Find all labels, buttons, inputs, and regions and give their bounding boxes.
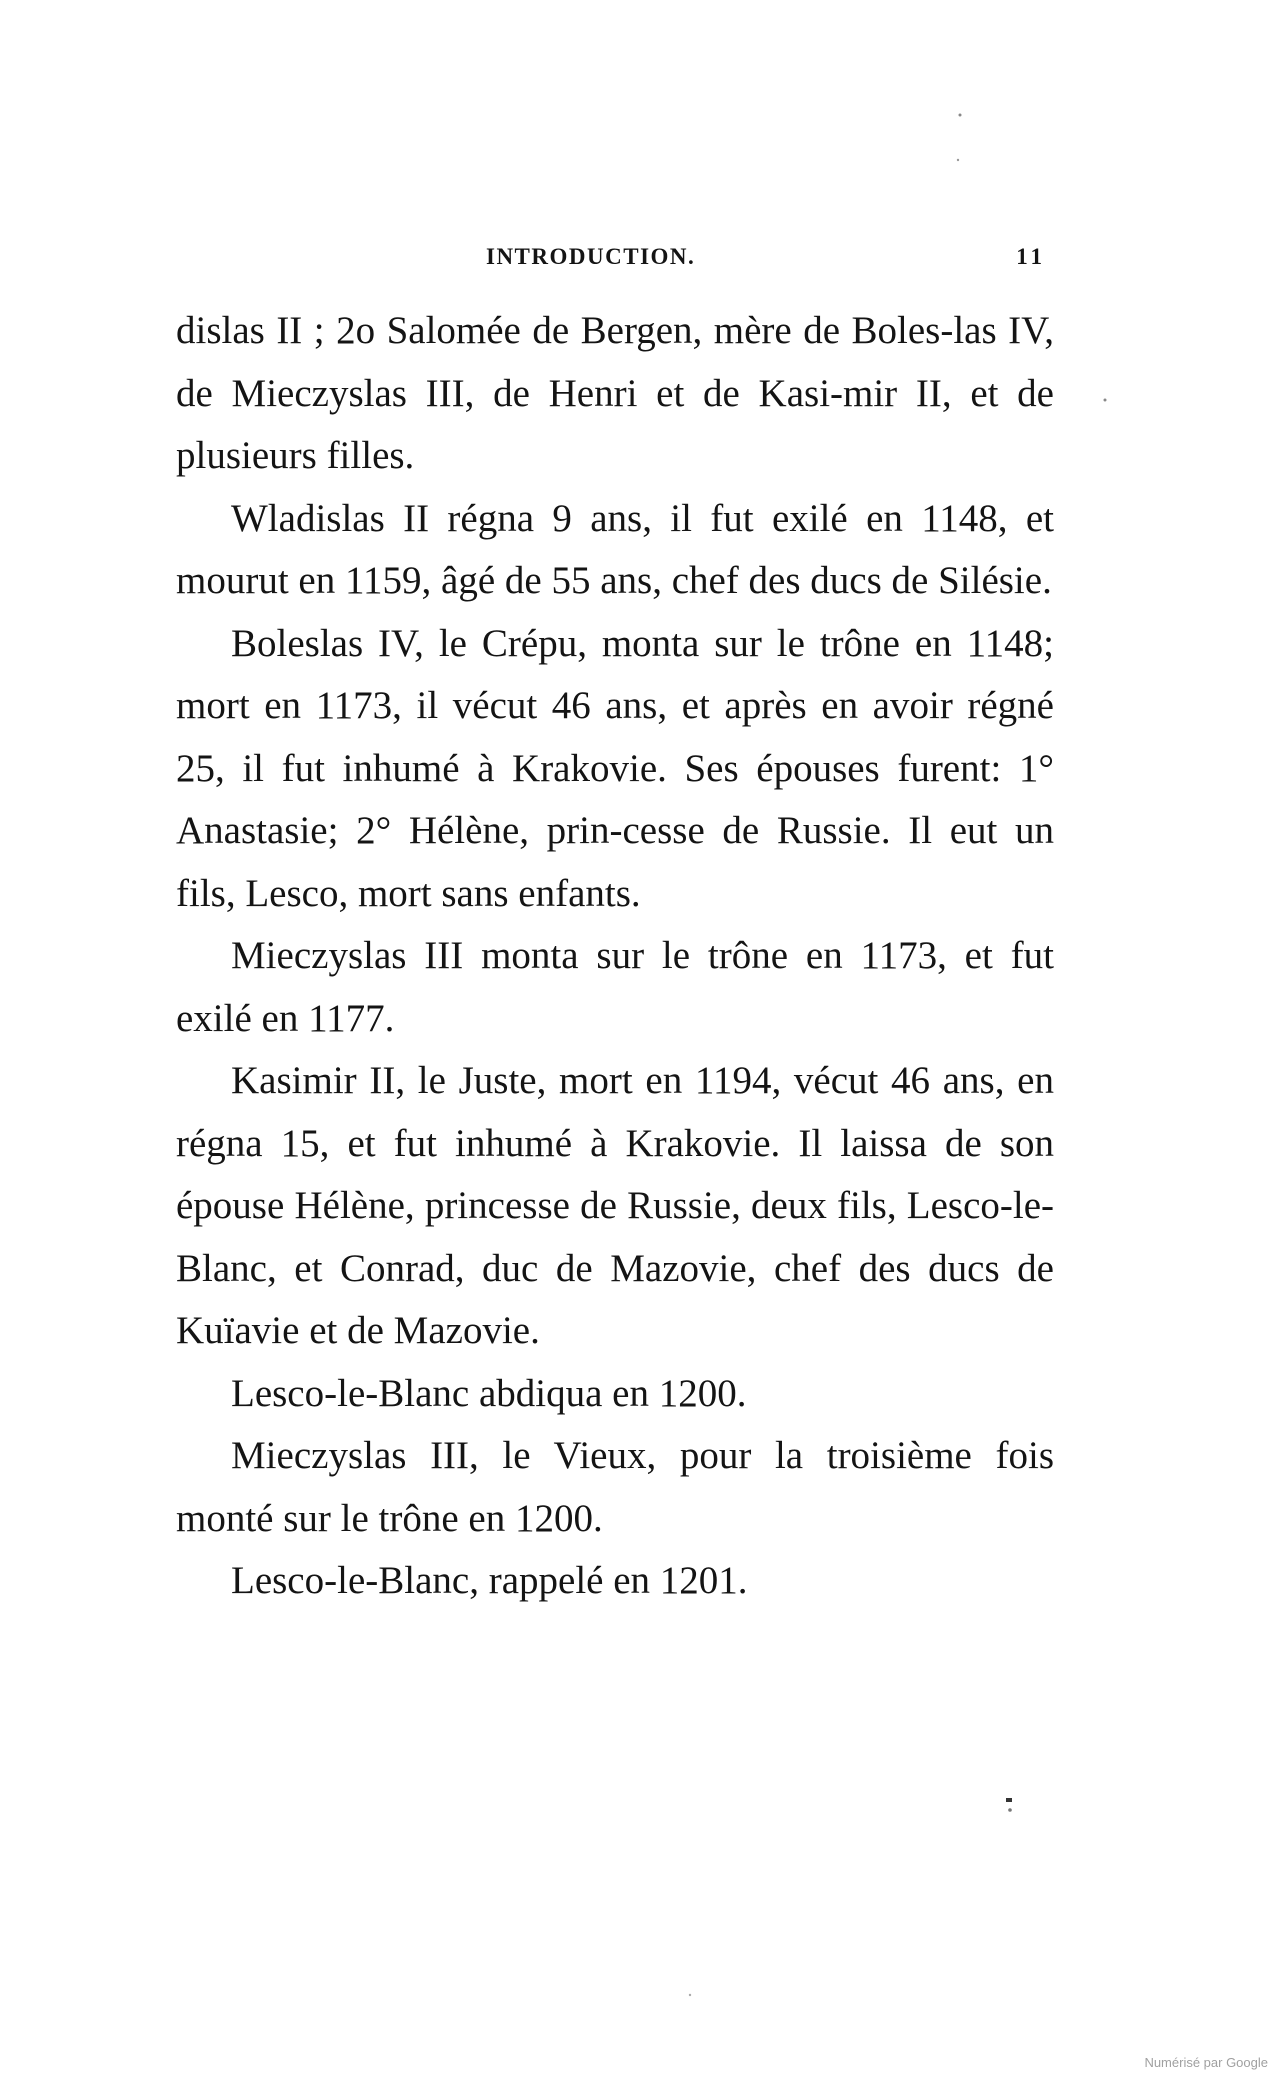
paragraph-wladislas: Wladislas II régna 9 ans, il fut exilé en 1148, et mourut en 1159, âgé de 55 ans, chef des ducs de Silésie. bbox=[176, 496, 1054, 602]
paragraph-lesco-recall: Lesco-le-Blanc, rappelé en 1201. bbox=[231, 1559, 748, 1602]
page-number: 11 bbox=[1016, 244, 1046, 269]
running-title: INTRODUCTION. bbox=[486, 244, 696, 269]
digitization-watermark: Numérisé par Google bbox=[1144, 2055, 1268, 2070]
paragraph-lesco-abdication: Lesco-le-Blanc abdiqua en 1200. bbox=[231, 1371, 747, 1415]
page-header bbox=[486, 244, 1046, 284]
paragraph-boleslas: Boleslas IV, le Crépu, monta sur le trône en 1148; mort en 1173, il vécut 46 ans, et après en avoir régné 25, il fut inhumé à Krakovie. Ses épouses furent: 1° Anastasie; 2° Hélène, prin-cesse de Russie. Il eut un fils, Lesco, mort sans enfants. bbox=[176, 621, 1054, 915]
body-text bbox=[176, 300, 1054, 1613]
paragraph-mieczyslas: Mieczyslas III monta sur le trône en 1173, et fut exilé en 1177. bbox=[176, 934, 1054, 1040]
paragraph-mieczyslas-return: Mieczyslas III, le Vieux, pour la troisième fois monté sur le trône en 1200. bbox=[176, 1434, 1054, 1540]
paragraph-kasimir: Kasimir II, le Juste, mort en 1194, vécut 46 ans, en régna 15, et fut inhumé à Krakovie. Il laissa de son épouse Hélène, princesse de Russie, deux fils, Lesco-le-Blanc, et Conrad, duc de Mazovie, chef des ducs de Kuïavie et de Mazovie. bbox=[176, 1059, 1054, 1352]
paragraph-continuation: dislas II ; 2o Salomée de Bergen, mère de Boles-las IV, de Mieczyslas III, de Henri et de Kasi-mir II, et de plusieurs filles. bbox=[176, 309, 1054, 477]
